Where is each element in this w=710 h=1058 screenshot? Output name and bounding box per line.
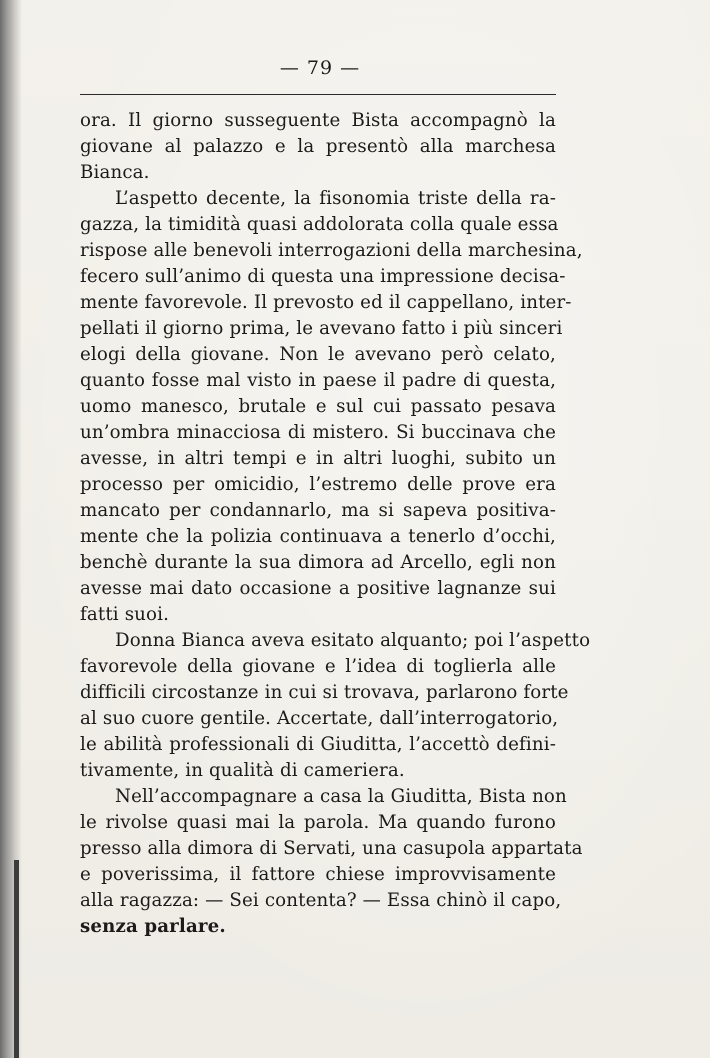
text-line: avesse, in altri tempi e in altri luoghi, subito un	[80, 448, 556, 469]
text-line: processo per omicidio, l’estremo delle prove era	[80, 474, 556, 495]
text-line: Donna Bianca aveva esitato alquanto; poi l’aspetto	[115, 630, 591, 651]
text-line: favorevole della giovane e l’idea di toglierla alle	[80, 656, 556, 677]
text-line: avesse mai dato occasione a positive lagnanze sui	[80, 578, 556, 599]
text-line: tivamente, in qualità di cameriera.	[80, 760, 405, 781]
text-line: L’aspetto decente, la fisonomia triste della ra-	[115, 188, 556, 209]
text-line: le rivolse quasi mai la parola. Ma quando furono	[80, 812, 556, 833]
text-line: un’ombra minacciosa di mistero. Si buccinava che	[80, 422, 556, 443]
text-line: mancato per condannarlo, ma si sapeva positiva-	[80, 500, 556, 521]
text-line: fecero sull’animo di questa una impressione decisa-	[80, 266, 566, 287]
text-line: ora. Il giorno susseguente Bista accompagnò la	[80, 110, 556, 131]
text-line: e poverissima, il fattore chiese improvvisamente	[80, 864, 556, 885]
text-line: rispose alle benevoli interrogazioni della marchesina,	[80, 240, 583, 261]
text-line: gazza, la timidità quasi addolorata colla quale essa	[80, 214, 559, 235]
text-line: mente favorevole. Il prevosto ed il cappellano, inter-	[80, 292, 572, 313]
text-line: senza parlare.	[80, 916, 226, 937]
text-line: Nell’accompagnare a casa la Giuditta, Bista non	[115, 786, 567, 807]
text-line: Bianca.	[80, 162, 150, 183]
text-line: uomo manesco, brutale e sul cui passato pesava	[80, 396, 556, 417]
text-line: mente che la polizia continuava a tenerlo d’occhi,	[80, 526, 556, 547]
text-line: giovane al palazzo e la presentò alla marchesa	[80, 136, 556, 157]
text-line: difficili circostanze in cui si trovava, parlarono forte	[80, 682, 569, 703]
text-line: fatti suoi.	[80, 604, 170, 625]
text-line: alla ragazza: — Sei contenta? — Essa chinò il capo,	[80, 890, 562, 911]
header-rule	[80, 94, 556, 95]
text-line: elogi della giovane. Non le avevano però celato,	[80, 344, 556, 365]
binding-shadow	[14, 860, 19, 1058]
text-line: presso alla dimora di Servati, una casupola appartata	[80, 838, 583, 859]
body-text	[80, 108, 591, 940]
text-line: benchè durante la sua dimora ad Arcello, egli non	[80, 552, 556, 573]
text-line: quanto fosse mal visto in paese il padre di questa,	[80, 370, 556, 391]
text-line: le abilità professionali di Giuditta, l’accettò defini-	[80, 734, 556, 755]
page-number: — 79 —	[279, 57, 361, 79]
text-line: pellati il giorno prima, le avevano fatto i più sinceri	[80, 318, 563, 339]
text-line: al suo cuore gentile. Accertate, dall’interrogatorio,	[80, 708, 559, 729]
